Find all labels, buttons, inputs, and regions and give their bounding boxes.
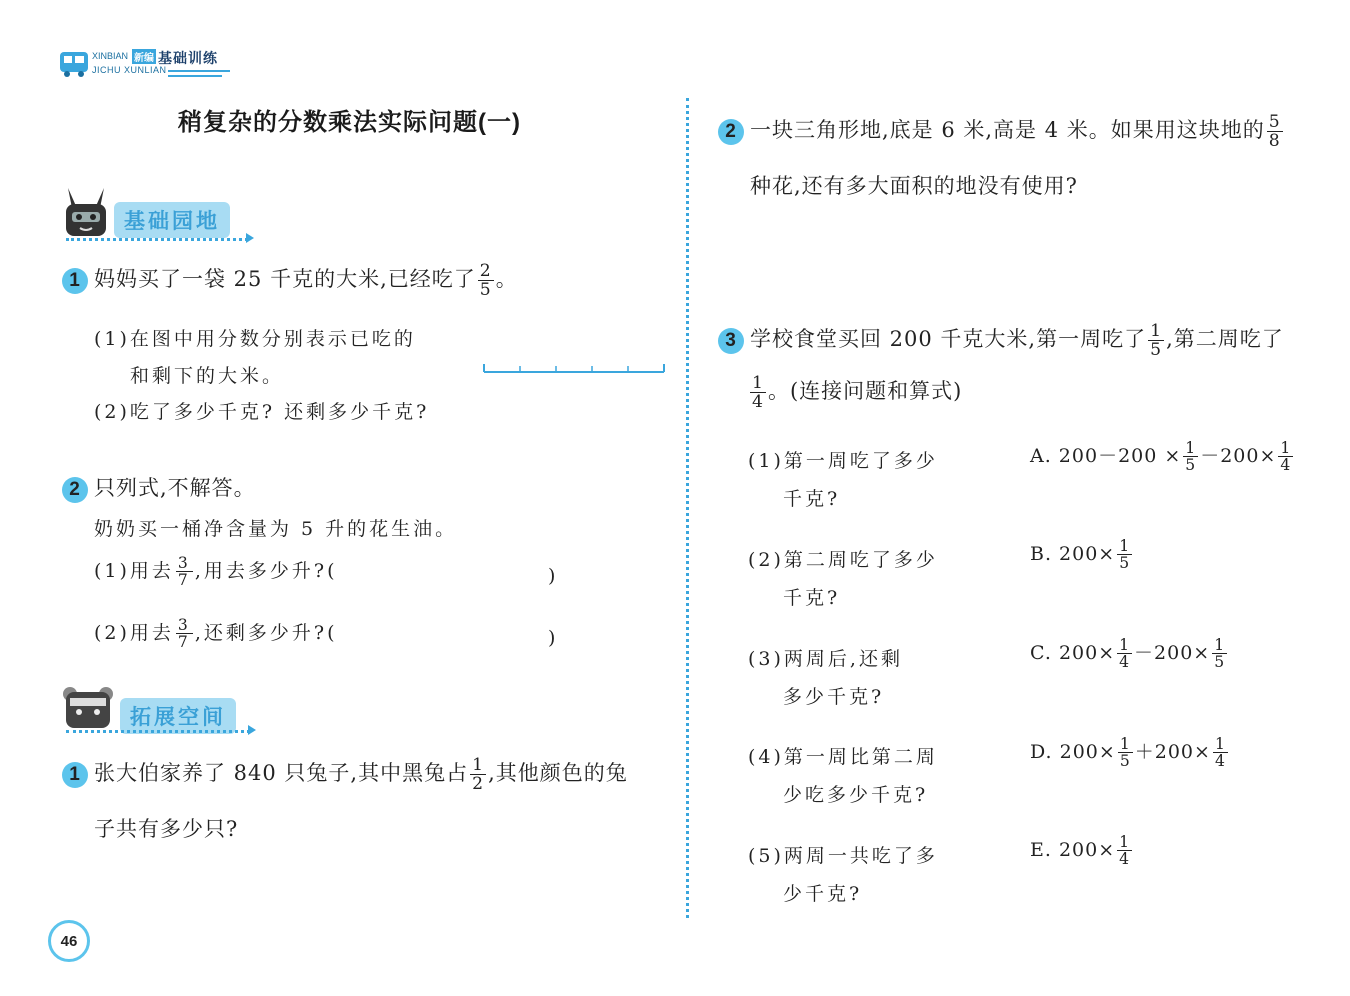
question-text: 张大伯家养了 840 只兔子,其中黑兔占 <box>94 761 469 786</box>
brand-title: 基础训练 <box>158 50 218 66</box>
question-number: 1 <box>62 762 88 788</box>
section-dotline <box>66 238 248 241</box>
match-question-1[interactable]: (1)第一周吃了多少 <box>748 450 938 472</box>
sub-question-1-2: (2)吃了多少千克? 还剩多少千克? <box>94 401 430 423</box>
match-question-5-cont: 少千克? <box>783 883 863 905</box>
arrow-icon <box>248 725 256 735</box>
fraction: $\frac{1}{4}$ <box>752 373 764 413</box>
match-option-d[interactable]: D. 200× $\frac{1}{5}$ ＋200× $\frac{1}{4}$ <box>1030 735 1226 771</box>
question-2 <box>62 472 256 503</box>
question-text: 一块三角形地,底是 6 米,高是 4 米。如果用这块地的 <box>750 118 1265 143</box>
question-text: 学校食堂买回 200 千克大米,第一周吃了 <box>750 327 1147 352</box>
page-number: 46 <box>48 920 90 962</box>
question-number: 2 <box>718 119 744 145</box>
extension-question-1-cont: 子共有多少只? <box>94 817 239 841</box>
brand-underline-2 <box>168 75 222 77</box>
match-question-3-cont: 多少千克? <box>783 686 885 708</box>
question-1: 1 妈妈买了一袋 25 千克的大米,已经吃了 $\frac{2}{5}$ 。 <box>62 262 518 299</box>
fraction: $\frac{2}{5}$ <box>479 261 492 301</box>
match-option-a[interactable]: A. 200－200 × $\frac{1}{5}$ －200× $\frac{1}{4}$ <box>1030 439 1292 475</box>
answer-blank-close[interactable]: ) <box>548 565 559 587</box>
brand-underline <box>168 70 230 72</box>
question-3-right-cont: $\frac{1}{4}$ 。(连接问题和算式) <box>752 373 963 413</box>
brand-en-bottom: JICHU XUNLIAN <box>92 65 167 75</box>
match-question-3[interactable]: (3)两周后,还剩 <box>748 648 903 670</box>
section-label-basic: 基础园地 <box>114 202 230 238</box>
sub-question-2-2: (2)用去 $\frac{3}{7}$ ,还剩多少升?( <box>94 616 338 652</box>
brand-en-top: XINBIAN <box>92 51 129 61</box>
question-2-right <box>718 113 1285 150</box>
question-text: 只列式,不解答。 <box>94 476 256 500</box>
koala-mascot-icon <box>62 684 114 732</box>
rabbit-mascot-icon <box>62 186 110 240</box>
match-option-b[interactable]: B. 200× $\frac{1}{5}$ <box>1030 537 1131 573</box>
extension-question-1: 1 张大伯家养了 840 只兔子,其中黑兔占 $\frac{1}{2}$ ,其他颜色的兔 <box>62 756 628 793</box>
section-header-extension <box>62 684 262 740</box>
fraction: $\frac{1}{2}$ <box>472 755 485 795</box>
question-2-intro: 奶奶买一桶净含量为 5 升的花生油。 <box>94 518 458 540</box>
fraction: $\frac{3}{7}$ <box>177 554 191 590</box>
fraction: $\frac{5}{8}$ <box>1268 112 1281 152</box>
match-question-2-cont: 千克? <box>783 587 841 609</box>
sub-question-1-1: (1)在图中用分数分别表示已吃的 <box>94 328 416 350</box>
center-divider <box>686 98 689 918</box>
arrow-icon <box>246 233 254 243</box>
section-label-extension: 拓展空间 <box>120 698 236 734</box>
section-header-basic <box>62 186 262 244</box>
question-number: 2 <box>62 477 88 503</box>
fraction: $\frac{3}{7}$ <box>177 616 191 652</box>
match-question-2[interactable]: (2)第二周吃了多少 <box>748 549 938 571</box>
bus-icon <box>58 50 90 78</box>
page-title: 稍复杂的分数乘法实际问题(一) <box>178 109 521 136</box>
match-option-e[interactable]: E. 200× $\frac{1}{4}$ <box>1030 833 1131 869</box>
match-question-5[interactable]: (5)两周一共吃了多 <box>748 845 938 867</box>
sub-question-2-1: (1)用去 $\frac{3}{7}$ ,用去多少升?( <box>94 554 338 590</box>
question-2-right-cont: 种花,还有多大面积的地没有使用? <box>750 174 1078 198</box>
brand-logo <box>58 48 238 82</box>
sub-question-1-1-cont: 和剩下的大米。 <box>130 365 285 387</box>
rice-bar-diagram <box>482 358 666 378</box>
question-number: 3 <box>718 328 744 354</box>
fraction: $\frac{1}{5}$ <box>1150 321 1163 361</box>
question-number: 1 <box>62 268 88 294</box>
match-option-c[interactable]: C. 200× $\frac{1}{4}$ －200× $\frac{1}{5}$ <box>1030 636 1226 672</box>
answer-blank-close-2[interactable]: ) <box>548 627 559 649</box>
question-3-right: 3 学校食堂买回 200 千克大米,第一周吃了 $\frac{1}{5}$ ,第二周吃了 <box>718 322 1284 359</box>
match-question-4[interactable]: (4)第一周比第二周 <box>748 746 938 768</box>
match-question-4-cont: 少吃多少千克? <box>783 784 929 806</box>
section-dotline <box>66 730 250 733</box>
match-question-1-cont: 千克? <box>783 488 841 510</box>
brand-tag: 新编 <box>132 49 156 64</box>
question-text: 妈妈买了一袋 25 千克的大米,已经吃了 <box>94 267 476 292</box>
